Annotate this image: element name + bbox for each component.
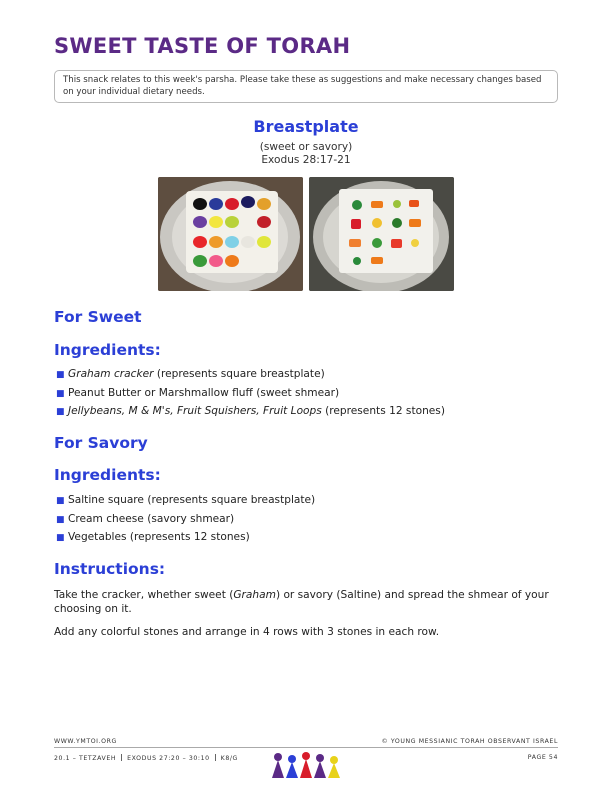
footer-copyright: © YOUNG MESSIANIC TORAH OBSERVANT ISRAEL xyxy=(381,738,558,745)
footer-separator xyxy=(121,754,122,761)
ingredient-emphasis: Graham cracker xyxy=(68,368,154,380)
sweet-breastplate-image xyxy=(158,177,303,291)
bullet-icon: ■ xyxy=(56,514,65,525)
ingredient-emphasis: Jellybeans, M & M's, Fruit Squishers, Fruit Loops xyxy=(68,405,322,417)
list-item xyxy=(56,510,315,529)
recipe-subtitle xyxy=(0,141,612,167)
sweet-ingredients-heading: Ingredients: xyxy=(54,341,161,359)
instruction-text: Take the cracker, whether sweet ( xyxy=(54,589,234,601)
footer-separator xyxy=(215,754,216,761)
instructions-heading: Instructions: xyxy=(54,560,166,578)
footer-reading: EXODUS 27:20 – 30:10 xyxy=(127,755,210,762)
footer-portion-info xyxy=(54,754,238,762)
sweet-breastplate-photo xyxy=(158,177,303,291)
recipe-reference: Exodus 28:17-21 xyxy=(261,154,351,166)
instruction-emphasis: Graham xyxy=(233,589,276,601)
page-title: SWEET TASTE OF TORAH xyxy=(54,34,351,58)
dietary-notice: This snack relates to this week's parsha. Please take these as suggestions and make necessary changes based on your individual dietary needs. xyxy=(54,70,558,103)
footer-grade: K8/G xyxy=(220,755,238,762)
list-item xyxy=(56,402,445,421)
bullet-icon: ■ xyxy=(56,533,65,543)
footer-website: WWW.YMTOI.ORG xyxy=(54,738,117,745)
footer-divider xyxy=(54,747,558,748)
sweet-ingredients-list xyxy=(56,365,445,421)
ingredient-text: Saltine square (represents square breastplate) xyxy=(68,494,316,506)
instruction-step-1 xyxy=(54,588,559,616)
bullet-icon: ■ xyxy=(56,388,65,399)
ingredient-text: (represents 12 stones) xyxy=(321,405,445,417)
list-item xyxy=(56,491,315,510)
recipe-title: Breastplate xyxy=(253,117,359,136)
ingredient-text: Peanut Butter or Marshmallow fluff (sweet shmear) xyxy=(68,386,340,399)
ingredient-text: Cream cheese (savory shmear) xyxy=(68,512,235,525)
footer-portion: 20.1 – TETZAVEH xyxy=(54,755,117,762)
bullet-icon: ■ xyxy=(56,407,65,417)
savory-ingredients-list xyxy=(56,491,315,547)
instruction-text: ) or savory (Saltine) and spread the shmear of your choosing on it. xyxy=(54,589,549,615)
logo-figures xyxy=(272,752,340,778)
bullet-icon: ■ xyxy=(56,370,65,380)
list-item xyxy=(56,384,445,403)
sweet-heading: For Sweet xyxy=(54,308,142,326)
savory-heading: For Savory xyxy=(54,434,148,452)
recipe-variant: (sweet or savory) xyxy=(259,141,353,153)
footer-page-number: PAGE 54 xyxy=(527,754,558,761)
list-item xyxy=(56,365,445,384)
bullet-icon: ■ xyxy=(56,496,65,506)
instruction-step-2: Add any colorful stones and arrange in 4 rows with 3 stones in each row. xyxy=(54,626,440,638)
savory-breastplate-photo xyxy=(309,177,454,291)
ingredient-text: (represents square breastplate) xyxy=(153,368,325,380)
savory-ingredients-heading: Ingredients: xyxy=(54,466,161,484)
list-item xyxy=(56,528,315,547)
ingredient-text: Vegetables (represents 12 stones) xyxy=(68,531,250,543)
ymtoi-logo-icon xyxy=(270,750,350,780)
savory-breastplate-image xyxy=(309,177,454,291)
